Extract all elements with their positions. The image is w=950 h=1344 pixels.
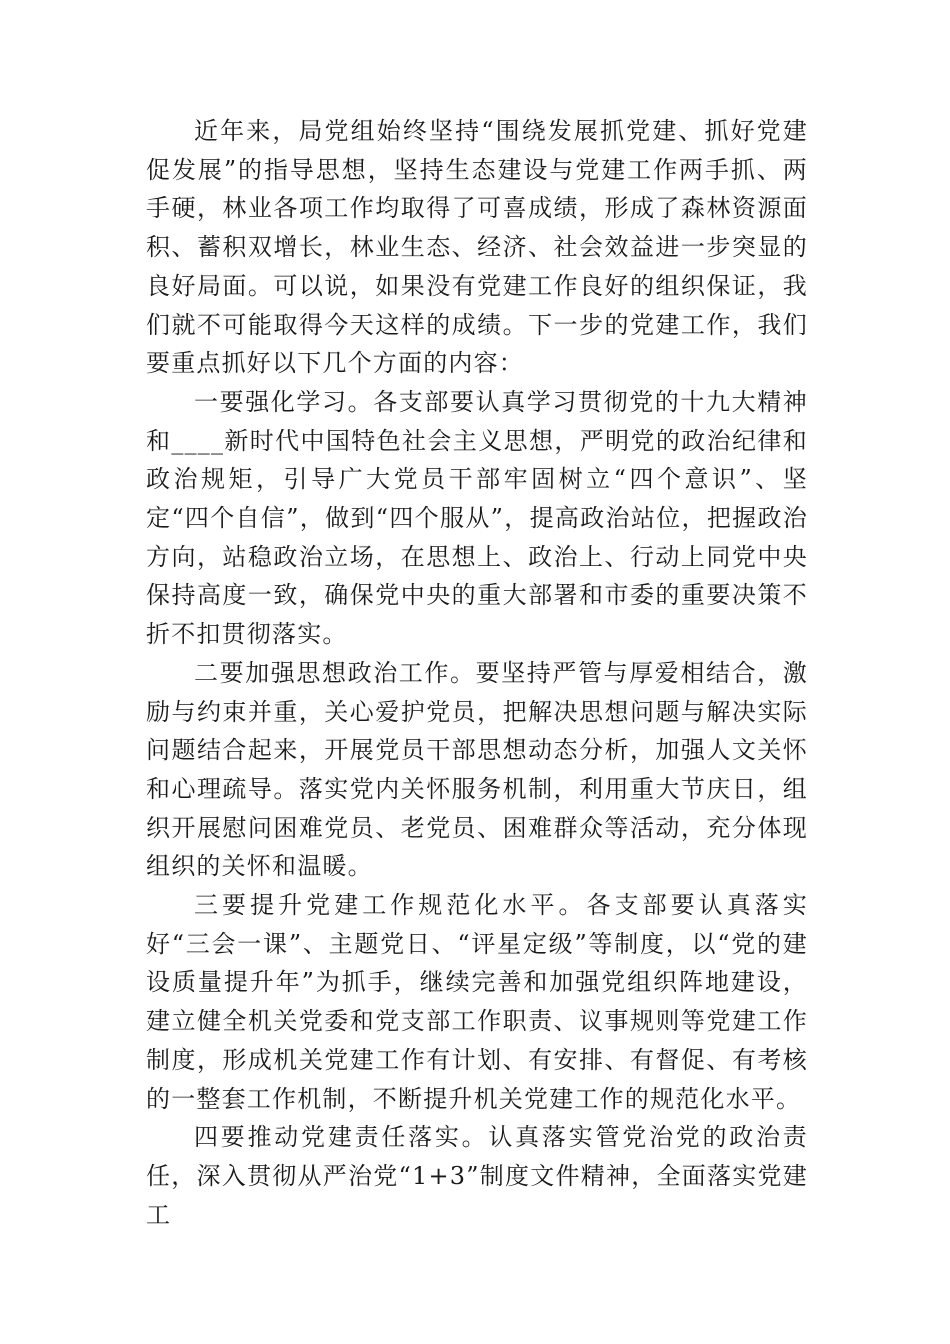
paragraph-standardization: 三要提升党建工作规范化水平。各支部要认真落实好“三会一课”、主题党日、“评星定级”等制度，以“党的建设质量提升年”为抓手，继续完善和加强党组织阵地建设，建立健全机关党委和党支部工作职责、议事规则等党建工作制度，形成机关党建工作有计划、有安排、有督促、有考核的一整套工作机制，不断提升机关党建工作的规范化水平。 <box>146 891 808 1113</box>
paragraph-ideology: 二要加强思想政治工作。要坚持严管与厚爱相结合，激励与约束并重，关心爱护党员，把解决思想问题与解决实际问题结合起来，开展党员干部思想动态分析，加强人文关怀和心理疏导。落实党内关怀服务机制，利用重大节庆日，组织开展慰问困难党员、老党员、困难群众等活动，充分体现组织的关怀和温暖。 <box>146 658 808 881</box>
paragraph-responsibility: 四要推动党建责任落实。认真落实管党治党的政治责任，深入贯彻从严治党“1+3”制度文件精神，全面落实党建工 <box>146 1123 808 1229</box>
document-body <box>146 112 808 1234</box>
paragraph-study: 一要强化学习。各支部要认真学习贯彻党的十九大精神和____新时代中国特色社会主义思想，严明党的政治纪律和政治规矩，引导广大党员干部牢固树立“四个意识”、坚定“四个自信”，做到“四个服从”，提高政治站位，把握政治方向，站稳政治立场，在思想上、政治上、行动上同党中央保持高度一致，确保党中央的重大部署和市委的重要决策不折不扣贯彻落实。 <box>146 387 808 649</box>
paragraph-intro: 近年来，局党组始终坚持“围绕发展抓党建、抓好党建促发展”的指导思想，坚持生态建设与党建工作两手抓、两手硬，林业各项工作均取得了可喜成绩，形成了森林资源面积、蓄积双增长，林业生态、经济、社会效益进一步突显的良好局面。可以说，如果没有党建工作良好的组织保证，我们就不可能取得今天这样的成绩。下一步的党建工作，我们要重点抓好以下几个方面的内容： <box>146 117 808 378</box>
